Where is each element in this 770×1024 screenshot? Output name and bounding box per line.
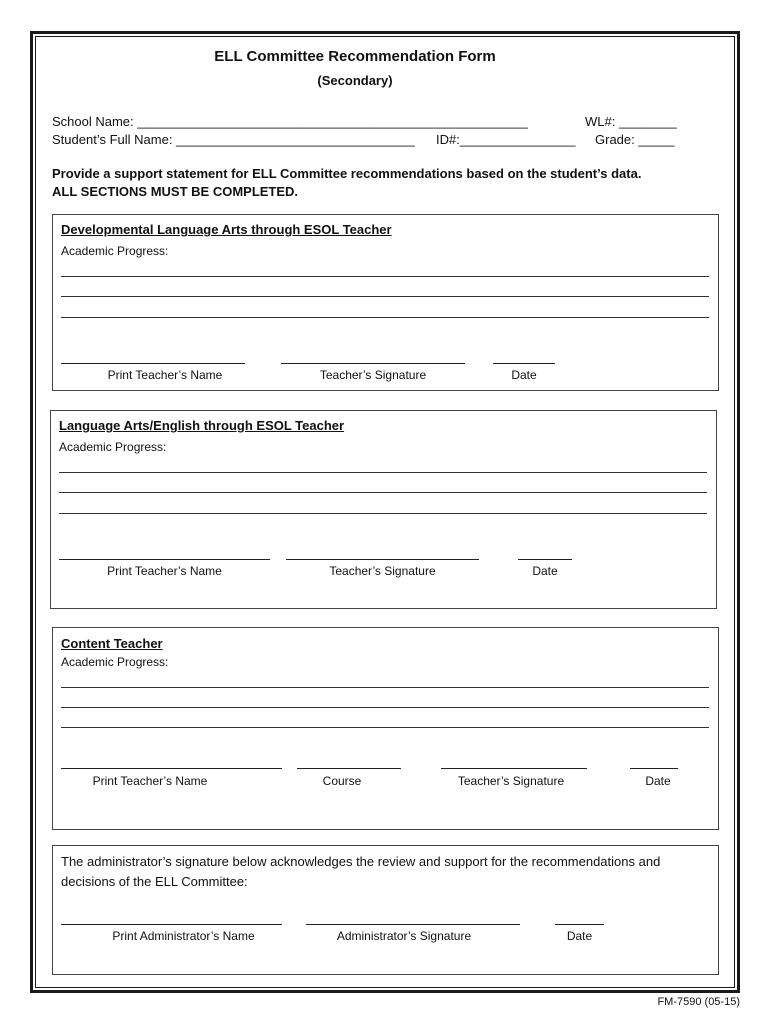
id-field[interactable]: ID#:________________ <box>436 132 576 147</box>
section-la-english-esol <box>50 410 717 609</box>
section-title: Language Arts/English through ESOL Teacher <box>59 418 345 433</box>
caption-teacher-signature: Teacher’s Signature <box>457 774 565 788</box>
grade-field[interactable]: Grade: _____ <box>595 132 675 147</box>
progress-line[interactable] <box>59 513 707 514</box>
wl-field[interactable]: WL#: ________ <box>585 114 677 129</box>
caption-teacher-name: Print Teacher’s Name <box>107 564 222 578</box>
student-name-field[interactable]: Student’s Full Name: _________________________________ <box>52 132 415 147</box>
academic-progress-label: Academic Progress: <box>61 655 169 669</box>
date-line[interactable] <box>518 559 572 560</box>
progress-line[interactable] <box>59 472 707 473</box>
form-title: ELL Committee Recommendation Form <box>214 48 496 65</box>
caption-teacher-name: Print Teacher’s Name <box>92 774 208 788</box>
date-line[interactable] <box>493 363 555 364</box>
teacher-name-line[interactable] <box>61 768 282 769</box>
progress-line[interactable] <box>61 687 709 688</box>
course-line[interactable] <box>297 768 401 769</box>
section-dla-esol <box>52 214 719 391</box>
academic-progress-label: Academic Progress: <box>61 244 169 258</box>
admin-statement: The administrator’s signature below acknowledges the review and support for the recommendations and decisions of the ELL Committee: <box>61 854 661 889</box>
date-line[interactable] <box>630 768 678 769</box>
caption-teacher-signature: Teacher’s Signature <box>329 564 436 578</box>
section-title: Developmental Language Arts through ESOL Teacher <box>61 222 392 237</box>
admin-name-line[interactable] <box>61 924 282 925</box>
caption-date: Date <box>511 368 537 382</box>
caption-admin-signature: Administrator’s Signature <box>336 929 472 943</box>
caption-admin-name: Print Administrator’s Name <box>112 929 255 943</box>
date-line[interactable] <box>555 924 604 925</box>
teacher-name-line[interactable] <box>61 363 245 364</box>
school-name-field[interactable]: School Name: ______________________________________________________ <box>52 114 528 129</box>
admin-signature-line[interactable] <box>306 924 520 925</box>
section-administrator <box>52 845 719 975</box>
progress-line[interactable] <box>61 276 709 277</box>
progress-line[interactable] <box>61 727 709 728</box>
academic-progress-label: Academic Progress: <box>59 440 167 454</box>
progress-line[interactable] <box>59 492 707 493</box>
caption-course: Course <box>322 774 362 788</box>
progress-line[interactable] <box>61 707 709 708</box>
instruction-line: Provide a support statement for ELL Committee recommendations based on the student’s data. <box>52 166 642 181</box>
form-number: FM-7590 (05-15) <box>657 996 740 1008</box>
caption-teacher-name: Print Teacher’s Name <box>107 368 223 382</box>
teacher-signature-line[interactable] <box>286 559 479 560</box>
instruction-required: ALL SECTIONS MUST BE COMPLETED. <box>52 184 299 199</box>
progress-line[interactable] <box>61 317 709 318</box>
caption-date: Date <box>566 929 593 943</box>
teacher-signature-line[interactable] <box>281 363 465 364</box>
section-content-teacher <box>52 627 719 830</box>
caption-teacher-signature: Teacher’s Signature <box>319 368 427 382</box>
teacher-name-line[interactable] <box>59 559 270 560</box>
caption-date: Date <box>532 564 558 578</box>
form-subtitle: (Secondary) <box>317 73 393 88</box>
section-title: Content Teacher <box>61 636 163 651</box>
progress-line[interactable] <box>61 296 709 297</box>
teacher-signature-line[interactable] <box>441 768 587 769</box>
caption-date: Date <box>645 774 671 788</box>
